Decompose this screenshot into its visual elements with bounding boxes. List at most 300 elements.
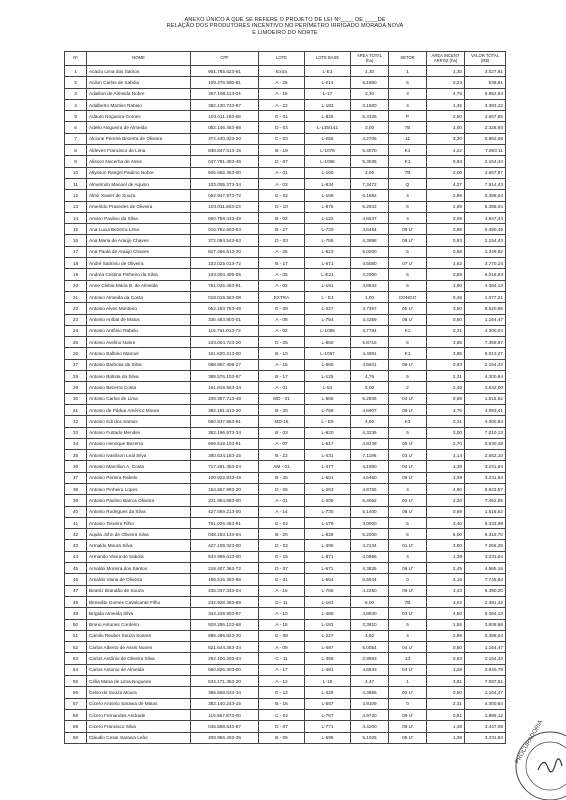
cell-lote: A - 01 [259,382,305,393]
cell-valor-total: 7.914,43 [465,178,506,189]
cell-area-incent: 1,14 [427,450,465,461]
cell-lote-base: L-179 [305,517,351,528]
cell-name: Antonio Teixeira Filho [87,517,191,528]
table-row [65,337,506,348]
cell-valor-total: 5.388,04 [465,190,506,201]
cell-setor: 1 [389,66,427,77]
cell-name: Adalberto Martins Rabelo [87,99,191,110]
cell-setor: 1 [389,676,427,687]
cell-area-incent: 1,62 [427,258,465,269]
cell-area-total: 3,2000 [351,269,389,280]
table-row [65,709,506,720]
cell-number: 29 [65,382,87,393]
cell-valor-total: 5.388,04 [465,630,506,641]
cell-cpf: 427.069.213-00 [191,506,259,517]
cell-area-total: 5,8716 [351,337,389,348]
cell-area-total: 3,3810 [351,619,389,630]
cell-setor: 03 U' [389,495,427,506]
cell-cpf: 827.456.613-20 [191,246,259,257]
cell-cpf: 219.407.363-72 [191,563,259,574]
cell-area-total: 7,1196 [351,450,389,461]
cell-cpf: 928.286.123-68 [191,619,259,630]
cell-area-total: 4,5821 [351,359,389,370]
cell-number: 34 [65,438,87,449]
cell-cpf: 208.956.403-25 [191,732,259,743]
cell-name: Antonio Balbino Manoel [87,348,191,359]
cell-lote: A - 01 [259,495,305,506]
cell-area-incent: 0,93 [427,156,465,167]
cell-lote-base: L-182 [305,99,351,110]
cell-valor-total: 1.164,47 [465,687,506,698]
cell-lote: D - 10 [259,201,305,212]
cell-cpf: 560.837.853-91 [191,416,259,427]
cell-lote-base: L-755 [305,235,351,246]
cell-number: 47 [65,585,87,596]
cell-name: Antonio Pinheiro Lopes [87,483,191,494]
table-row [65,563,506,574]
cell-lote-base: L-601 [305,472,351,483]
cell-number: 28 [65,371,87,382]
cell-cpf: 382.140.243-15 [191,698,259,709]
table-row [65,167,506,178]
cell-number: 53 [65,653,87,664]
cell-number: 42 [65,529,87,540]
cell-valor-total: 3.231,84 [465,472,506,483]
cell-setor: 09 U' [389,709,427,720]
cell-cpf: 221.954.583-00 [191,495,259,506]
cell-area-incent: 4,80 [427,483,465,494]
cell-lote: D - 07 [259,563,305,574]
cell-area-total: 4,90 [351,416,389,427]
table-row [65,201,506,212]
cell-lote-base: L-255 [305,133,351,144]
cell-area-incent: 3,50 [427,303,465,314]
cell-setor: 13 [389,653,427,664]
cell-number: 26 [65,348,87,359]
cell-name: Antonio de Pádua Américo Moura [87,404,191,415]
cell-area-total: 4,7784 [351,325,389,336]
cell-setor: 0 [389,574,427,585]
cell-name: Cícero Francisco Silva [87,721,191,732]
cell-setor: K1 [389,348,427,359]
cell-lote: B - 02 [259,212,305,223]
cell-valor-total: 2.381,42 [465,596,506,607]
cell-lote-base: L-595 [305,732,351,743]
cell-area-total: 4,6907 [351,404,389,415]
cell-number: 58 [65,709,87,720]
cell-area-total: 5,1400 [351,506,389,517]
table-body [65,66,506,744]
cell-lote-base: L-920 [305,427,351,438]
cell-valor-total: 3.231,84 [465,551,506,562]
cell-name: Camilo Reuber Souza Soares [87,630,191,641]
cell-area-incent: 0,69 [427,393,465,404]
cell-number: 40 [65,506,87,517]
table-row [65,596,506,607]
cell-number: 17 [65,246,87,257]
cell-setor: 08 U' [389,235,427,246]
cell-lote: A - 25 [259,246,305,257]
table-row [65,133,506,144]
cell-number: 5 [65,111,87,122]
cell-number: 23 [65,314,87,325]
cell-lote-base: L-1066 [305,156,351,167]
cell-setor: 5 [389,77,427,88]
cell-valor-total: 5.490,49 [465,224,506,235]
table-row [65,325,506,336]
cell-lote-base: L-497 [305,642,351,653]
cell-area-incent: 1,02 [427,596,465,607]
cell-valor-total: 6.018,93 [465,269,506,280]
cell-cpf: 821.644.363-34 [191,642,259,653]
cell-setor: K1 [389,156,427,167]
cell-area-incent: 0,46 [427,291,465,302]
cell-name: Ana Maria de Araújo Chaves [87,235,191,246]
cell-setor: 09 U' [389,585,427,596]
producers-table [64,51,506,744]
cell-cpf: 016.752.603-53 [191,224,259,235]
cell-valor-total: 3.231,84 [465,461,506,472]
cell-area-total: 2,9593 [351,653,389,664]
cell-valor-total: 3.027,61 [465,66,506,77]
cell-name: Amerildo Praxedes de Oliveira [87,201,191,212]
cell-lote: B - 06 [259,732,305,743]
cell-area-incent: 0,93 [427,359,465,370]
cell-number: 25 [65,337,87,348]
cell-number: 31 [65,404,87,415]
cell-area-total: 7,3472 [351,178,389,189]
cell-number: 32 [65,416,87,427]
table-row [65,687,506,698]
cell-number: 52 [65,642,87,653]
cell-number: 8 [65,145,87,156]
cell-cpf: 838.847.613-15 [191,145,259,156]
header-setor: SETOR [389,52,427,66]
cell-valor-total: 4.093,41 [465,404,506,415]
table-row [65,393,506,404]
table-row [65,529,506,540]
cell-lote: B - 25 [259,404,305,415]
cell-cpf: 372.430.323-20 [191,133,259,144]
cell-lote: B - 27 [259,224,305,235]
cell-cpf: 047.781.403-46 [191,156,259,167]
cell-cpf: 336.463.803-01 [191,314,259,325]
cell-name: Cícero Fernandes Andrade [87,709,191,720]
cell-lote-base: L-871 [305,551,351,562]
cell-area-incent: 1,45 [427,99,465,110]
table-row [65,145,506,156]
cell-cpf: 560.758.433-49 [191,212,259,223]
cell-valor-total: 8.943,57 [465,483,506,494]
cell-number: 7 [65,133,87,144]
cell-number: 38 [65,483,87,494]
table-row [65,280,506,291]
cell-name: Antonio Alves Monteiro [87,303,191,314]
table-row [65,495,506,506]
cell-setor: 11 [389,133,427,144]
cell-area-incent: 1,48 [427,721,465,732]
cell-valor-total: 1.615,62 [465,506,506,517]
table-row [65,88,506,99]
table-row [65,642,506,653]
cell-area-total: 5,0200 [351,246,389,257]
cell-number: 13 [65,201,87,212]
cell-number: 11 [65,178,87,189]
cell-valor-total: 2.154,43 [465,359,506,370]
cell-setor: P [389,111,427,122]
cell-cpf: 605.682.353-00 [191,167,259,178]
cell-lote-base: L-730 [305,506,351,517]
cell-number: 16 [65,235,87,246]
cell-number: 10 [65,167,87,178]
table-row [65,348,506,359]
cell-area-incent: 1,38 [427,461,465,472]
cell-setor: 09 U' [389,721,427,732]
cell-setor: 5 [389,371,427,382]
cell-valor-total: 1.164,47 [465,314,506,325]
cell-number: 4 [65,99,87,110]
cell-number: 50 [65,619,87,630]
cell-lote: D - 02 [259,190,305,201]
cell-setor: CONGO [389,291,427,302]
cell-area-incent: 0,93 [427,653,465,664]
table-row [65,483,506,494]
cell-lote-base: L-327 [305,303,351,314]
cell-cpf: 995.486.823-20 [191,630,259,641]
cell-lote: A - 15 [259,359,305,370]
cell-valor-total: 1.885,12 [465,709,506,720]
cell-name: Carlos Antônio de Oliveira Silva [87,653,191,664]
cell-lote-base: L - E4 [305,291,351,302]
cell-number: 15 [65,224,87,235]
cell-area-total: 4,9720 [351,709,389,720]
cell-number: 41 [65,517,87,528]
header-name: NOME [87,52,191,66]
cell-number: 44 [65,551,87,562]
cell-lote-base: L-122 [305,212,351,223]
cell-cpf: 103.011.193-68 [191,111,259,122]
cell-setor: 05 U' [389,438,427,449]
cell-name: Celso de Souza Moura [87,687,191,698]
cell-setor: 05 U' [389,732,427,743]
cell-number: 6 [65,122,87,133]
cell-area-incent: 0,58 [427,246,465,257]
cell-area-total: 4,4200 [351,721,389,732]
cell-lote-base: L-565 [305,359,351,370]
cell-name: Aldeves Francisco de Lima [87,145,191,156]
table-row [65,698,506,709]
cell-name: Alcione Pereira Bezerra de Oliveira [87,133,191,144]
cell-area-total: 4,6537 [351,212,389,223]
cell-valor-total: 8.384,13 [465,608,506,619]
cell-lote: C - 11 [259,653,305,664]
cell-lote: A - 14 [259,506,305,517]
cell-area-total: 4,4891 [351,348,389,359]
cell-area-total: 4,3236 [351,427,389,438]
cell-lote: A - 17 [259,664,305,675]
cell-lote: D - 07 [259,156,305,167]
cell-area-incent: 2,31 [427,416,465,427]
cell-lote-base: L-671 [305,563,351,574]
table-row [65,732,506,743]
table-row [65,438,506,449]
cell-name: Antonio Marcilion A. Costa [87,461,191,472]
cell-setor: 04 U' [389,642,427,653]
cell-lote: D - 15 [259,551,305,562]
cell-area-total: 4,1950 [351,461,389,472]
cell-lote-base: L-191 [305,280,351,291]
cell-cpf: 382.196.973-34 [191,427,259,438]
cell-name: Antonio Batista da Silva [87,371,191,382]
cell-lote: D - 01 [259,111,305,122]
cell-setor: 4 [389,99,427,110]
cell-lote-base: L-671 [305,258,351,269]
cell-number: 43 [65,540,87,551]
cell-setor: K1 [389,325,427,336]
cell-name: Acilon Carlos de Sabóia [87,77,191,88]
cell-area-total: 5,00 [351,382,389,393]
cell-area-incent: 4,22 [427,145,465,156]
cell-area-total: 5,1850 [351,77,389,88]
cell-area-incent: 5,00 [427,529,465,540]
cell-area-total: 4,9109 [351,698,389,709]
cell-valor-total: 3.608,66 [465,619,506,630]
table-row [65,99,506,110]
cell-valor-total: 7.097,51 [465,676,506,687]
cell-name: Antonio Furtado Mendes [87,427,191,438]
header-lote: LOTE [259,52,305,66]
cell-lote-base: L-823 [305,246,351,257]
cell-lote: A - 02 [259,280,305,291]
cell-name: Adailton de Almeida Nobre [87,88,191,99]
cell-cpf: 533.999.613-00 [191,551,259,562]
cell-valor-total: 2.154,43 [465,156,506,167]
cell-area-total: 4,8840 [351,608,389,619]
cell-valor-total: 7.452,55 [465,495,506,506]
cell-lote: A - 01 [259,167,305,178]
cell-name: Cícero Antonio Saraiva de Matos [87,698,191,709]
cell-area-total: 3,0000 [351,517,389,528]
cell-area-total: 3,1500 [351,99,389,110]
table-row [65,269,506,280]
cell-valor-total: 3.447,08 [465,721,506,732]
cell-valor-total: 3.231,84 [465,732,506,743]
cell-area-total: 6,00 [351,596,389,607]
cell-lote-base: L-17 [305,88,351,99]
cell-lote: D - 04 [259,122,305,133]
table-row [65,190,506,201]
cell-valor-total: 7.745,84 [465,574,506,585]
cell-area-total: 4,3855 [351,687,389,698]
table-row [65,416,506,427]
cell-lote-base: L-477 [305,461,351,472]
table-row [65,224,506,235]
cell-area-incent: 2,45 [427,563,465,574]
cell-lote-base: L-E1 [305,66,351,77]
cell-cpf: 088.867.408-27 [191,359,259,370]
cell-area-total: 4,8632 [351,280,389,291]
cell-lote: A - 08 [259,314,305,325]
table-row [65,551,506,562]
cell-area-incent: 2,00 [427,167,465,178]
cell-cpf: 103.004.723-20 [191,337,259,348]
cell-number: 54 [65,664,87,675]
cell-area-incent: 2,59 [427,269,465,280]
cell-cpf: 669.519.103-91 [191,438,259,449]
cell-cpf: 717.281.353-04 [191,461,259,472]
cell-setor: 06 U' [389,563,427,574]
cell-lote-base: L-828 [305,529,351,540]
cell-setor: 5 [389,517,427,528]
cell-name: Carlos Antonio de Almeida [87,664,191,675]
cell-valor-total: 4.657,87 [465,167,506,178]
cell-area-incent: 1,39 [427,551,465,562]
cell-area-incent: 2,50 [427,111,465,122]
cell-cpf: 189.516.353-68 [191,574,259,585]
cell-area-incent: 0,93 [427,235,465,246]
cell-lote: B - 19 [259,145,305,156]
cell-lote-base: L-481 [305,664,351,675]
cell-cpf: 372.084.543-53 [191,235,259,246]
cell-area-total: 4,2134 [351,540,389,551]
cell-area-total: 6,5634 [351,574,389,585]
cell-name: Almir Xavier de Souza [87,190,191,201]
cell-lote: C - 04 [259,709,305,720]
cell-valor-total: 1.615,62 [465,393,506,404]
cell-valor-total: 4.657,85 [465,111,506,122]
cell-valor-total: 3.393,22 [465,99,506,110]
cell-number: 19 [65,269,87,280]
cell-setor: 03 U' [389,450,427,461]
cell-lote-base: L-754 [305,314,351,325]
cell-valor-total: 6.813,27 [465,348,506,359]
cell-valor-total: 538,81 [465,77,506,88]
table-header-row [65,52,506,66]
cell-lote: D - 01 [259,574,305,585]
cell-lote: B - 16 [259,698,305,709]
cell-area-total: 4,76 [351,371,389,382]
cell-lote-base: L-480 [305,608,351,619]
cell-setor: 04 U' [389,393,427,404]
cell-valor-total: 7.359,87 [465,337,506,348]
cell-name: Antonio Bezerra Costa [87,382,191,393]
cell-area-total: 5,0054 [351,642,389,653]
table-row [65,77,506,88]
cell-lote-base: L-758 [305,404,351,415]
cell-cpf: 367.198.113-04 [191,88,259,99]
cell-valor-total: 8.520,96 [465,303,506,314]
cell-setor: 5 [389,280,427,291]
cell-area-incent: 1,39 [427,472,465,483]
cell-area-total: 5,2945 [351,393,389,404]
cell-cpf: 052.183.753-49 [191,303,259,314]
cell-number: 59 [65,721,87,732]
cell-valor-total: 5.388,04 [465,201,506,212]
cell-cpf: 115.867.873-00 [191,709,259,720]
cell-setor: 5 [389,529,427,540]
table-row [65,246,506,257]
cell-number: 45 [65,563,87,574]
cell-cpf: 343.229.903-97 [191,608,259,619]
table-row [65,111,506,122]
cell-lote: EXTRA [259,291,305,302]
cell-area-incent: 2,31 [427,325,465,336]
cell-number: 48 [65,596,87,607]
cell-lote: D - 02 [259,540,305,551]
cell-lote-base: L-564 [305,574,351,585]
cell-area-incent: 2,31 [427,698,465,709]
table-row [65,291,506,302]
